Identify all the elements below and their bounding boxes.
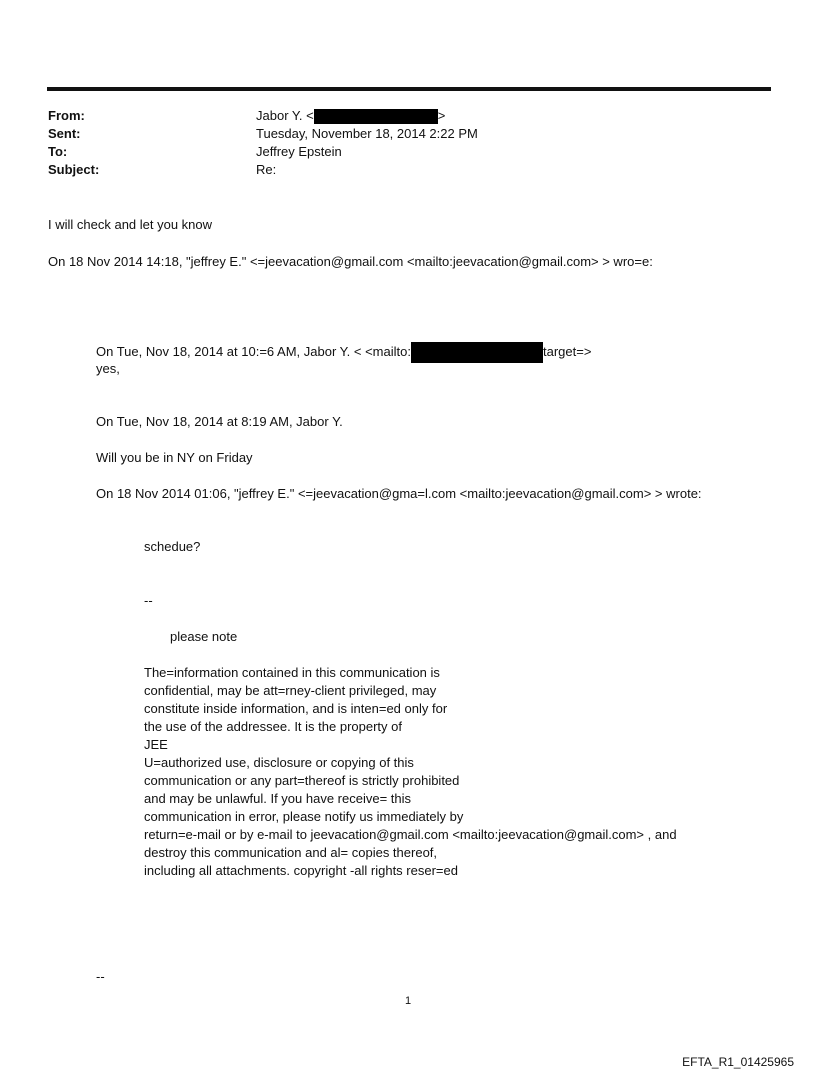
disclaimer-line: confidential, may be att=rney-client privileged, may xyxy=(144,683,437,698)
quote2-header-a: On Tue, Nov 18, 2014 at 10:=6 AM, Jabor Y. < <mailto: xyxy=(96,343,411,359)
disclaimer-line: communication or any part=thereof is strictly prohibited xyxy=(144,773,460,788)
quote1-header: On 18 Nov 2014 14:18, "jeffrey E." <=jeevacation@gmail.com <mailto:jeevacation@gmail.com> > wro=e: xyxy=(48,254,653,269)
disclaimer-line: The=information contained in this communication is xyxy=(144,665,440,680)
subject-value: Re: xyxy=(256,162,277,177)
from-close: > xyxy=(437,108,446,123)
redaction-box xyxy=(411,342,543,363)
disclaimer-line: communication in error, please notify us immediately by xyxy=(144,809,464,824)
quote3-text: Will you be in NY on Friday xyxy=(96,450,253,465)
quote4-header: On 18 Nov 2014 01:06, "jeffrey E." <=jeevacation@gma=l.com <mailto:jeevacation@gmail.com> > wrote: xyxy=(96,486,702,501)
disclaimer-line: the use of the addressee. It is the property of xyxy=(144,719,402,734)
from-value xyxy=(256,107,748,125)
disclaimer-line: destroy this communication and al= copies thereof, xyxy=(144,845,438,860)
subject-label: Subject: xyxy=(48,162,100,177)
disclaimer-line: return=e-mail or by e-mail to jeevacation@gmail.com <mailto:jeevacation@gmail.com> , and xyxy=(144,827,677,842)
quote2-header xyxy=(96,342,591,363)
reply-text: I will check and let you know xyxy=(48,217,213,232)
to-value: Jeffrey Epstein xyxy=(256,144,342,159)
sent-value: Tuesday, November 18, 2014 2:22 PM xyxy=(256,126,478,141)
redaction-box xyxy=(314,109,438,124)
quote4-text: schedue? xyxy=(144,539,201,554)
from-label: From: xyxy=(48,108,85,123)
disclaimer-line: JEE xyxy=(144,737,168,752)
please-note: please note xyxy=(170,629,238,644)
quote2-text: yes, xyxy=(96,361,120,376)
from-name: Jabor Y. < xyxy=(256,108,314,123)
disclaimer-line: including all attachments. copyright -all rights reser=ed xyxy=(144,863,458,878)
disclaimer-line: and may be unlawful. If you have receive= this xyxy=(144,791,412,806)
disclaimer xyxy=(144,664,677,880)
header-rule xyxy=(47,87,771,91)
email-header xyxy=(48,107,748,179)
quote3-header: On Tue, Nov 18, 2014 at 8:19 AM, Jabor Y. xyxy=(96,414,343,429)
disclaimer-line: U=authorized use, disclosure or copying of this xyxy=(144,755,414,770)
page-number: 1 xyxy=(404,995,412,1007)
signature-dash: -- xyxy=(144,593,153,608)
quote2-header-b: target=> xyxy=(542,343,592,359)
document-id: EFTA_R1_01425965 xyxy=(682,1055,794,1069)
to-label: To: xyxy=(48,144,68,159)
sent-label: Sent: xyxy=(48,126,81,141)
bottom-dash: -- xyxy=(96,969,105,984)
disclaimer-line: constitute inside information, and is inten=ed only for xyxy=(144,701,448,716)
